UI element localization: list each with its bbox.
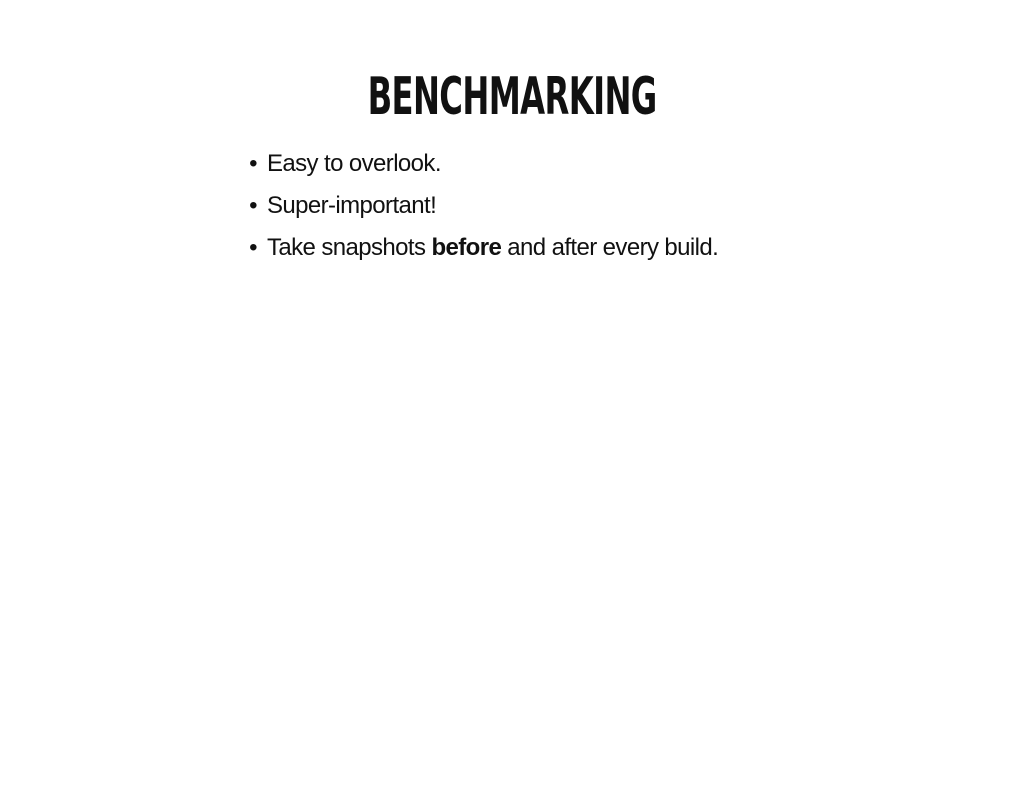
bullet-list: [244, 144, 718, 270]
bullet-emphasis: before: [431, 234, 502, 261]
bullet-text-before: Take snapshots: [267, 234, 432, 261]
slide-title: [0, 62, 1024, 132]
bullet-item: [244, 186, 718, 228]
bullet-text: Easy to overlook.: [267, 150, 441, 177]
slide-title-text: BENCHMARKING: [367, 67, 657, 127]
bullet-text-after: and after every build.: [501, 234, 719, 261]
bullet-item: [244, 228, 718, 270]
bullet-dot-icon: •: [249, 234, 257, 261]
bullet-dot-icon: •: [249, 150, 257, 177]
bullet-item: [244, 144, 718, 186]
bullet-text: Super-important!: [267, 192, 437, 219]
bullet-dot-icon: •: [249, 192, 257, 219]
